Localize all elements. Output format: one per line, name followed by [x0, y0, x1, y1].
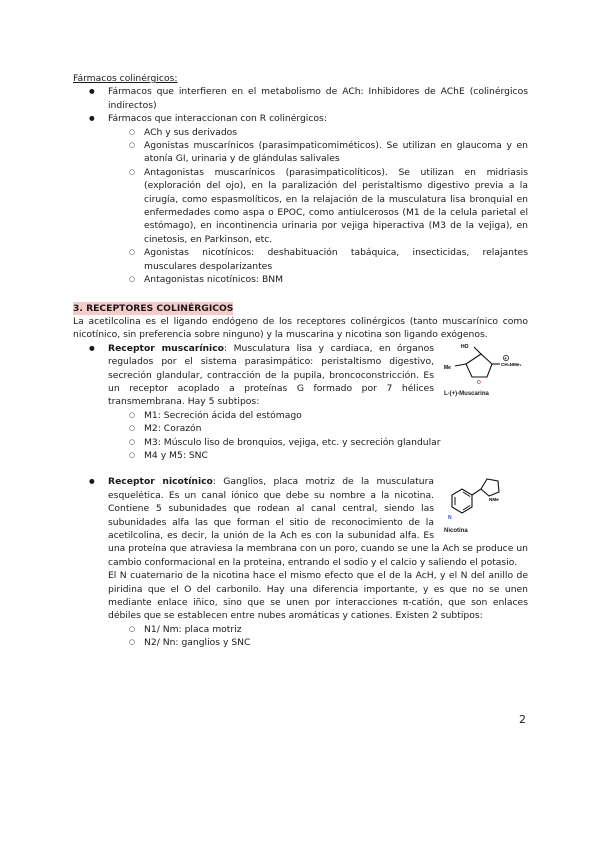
pyridine-n-label: ● N [448, 515, 452, 522]
sublist-item: ○ Antagonistas muscarínicos (parasimpaticolíticos). Se utilizan en midriasis (exploración del ojo), en la paralización del peristaltismo digestivo previa a la cirugía, como espasmolíticos, en la relajación de la musculatura lisa bronquial en enfermedades como aspa o EPOC, como antiulcerosos (M1 de la celula parietal el estómago), en incontinencia urinaria por vejiga hiperactiva (M3 de la vejiga), en cinetosis, en Parkinson, etc. [108, 166, 528, 246]
list-item-text: Fármacos que interaccionan con R colinérgicos: [108, 113, 327, 125]
farmacos-sublist [108, 126, 528, 287]
nicotinic-paragraph: El N cuaternario de la nicotina hace el mismo efecto que el de la AcH, y el N del anillo de piridina que el O del carbonilo. Hay una diferencia importante, y es que no se unen mediante enlace iñico, sino que se unen por interacciones π-catión, que son enlaces débiles que se establecen entre nubes aromáticas y cationes. Existen 2 subtipos: [108, 570, 528, 622]
nicotine-caption: Nicotina [444, 528, 468, 535]
receptores-list-2 [73, 475, 528, 649]
side-chain-label: CH₂NMe₃ [501, 361, 522, 367]
charge-label: + [504, 355, 507, 361]
nicotine-figure [444, 475, 526, 538]
subtype-item: ○ N1/ Nm: placa motriz [108, 623, 528, 636]
sublist-item: ○ ACh y sus derivados [108, 126, 528, 139]
receptores-intro: La acetilcolina es el ligando endógeno de los receptores colinérgicos (tanto muscarínico como nicotínico, sin preferencia sobre ninguno) y la muscarina y nicotina son ligando exógenos. [73, 315, 528, 341]
page-number: 2 [519, 713, 526, 726]
muscarine-caption: L-(+)-Muscarina [444, 390, 489, 397]
subtype-item: ○ M4 y M5: SNC [108, 449, 528, 462]
farmacos-list [73, 85, 528, 286]
methyl-label: Me [444, 364, 451, 371]
nicotinic-subtypes [108, 623, 528, 650]
sublist-item: ○ Agonistas nicotínicos: deshabituación tabáquica, insecticidas, relajantes musculares despolarizantes [108, 246, 528, 273]
sublist-item: ○ Agonistas muscarínicos (parasimpaticomiméticos). Se utilizan en glaucoma y en atonía GI, urinaria y de glándulas salivales [108, 139, 528, 166]
muscarinic-subtypes [108, 409, 528, 463]
muscarine-structure [444, 342, 526, 388]
subtype-item: ○ M1: Secreción ácida del estómago [108, 409, 528, 422]
farmacos-title: Fármacos colinérgicos: [73, 73, 178, 84]
nicotinic-item [73, 475, 528, 649]
spacer [73, 462, 528, 475]
pyrrolidine-n-label: NMe [489, 497, 499, 503]
subtype-item: ○ M3: Músculo liso de bronquios, vejiga, etc. y secreción glandular [108, 436, 528, 449]
muscarinic-term: Receptor muscarínico [108, 342, 224, 354]
sublist-item: ○ Antagonistas nicotínicos: BNM [108, 273, 528, 286]
hydroxyl-label: ● HO [461, 343, 469, 350]
nicotinic-description: : Ganglios, placa motriz de la musculatura esquelética. Es un canal iónico que debe su nombre a la nicotina. Contiene 5 subunidades que rodean al canal central, siendo las subunidades alfa las que forman el sitio de reconocimiento de la acetilcolina, es decir, la unión de la Ach es con la subunidad alfa. Es una proteína que atraviesa la membrana con un poro, cuando se une la Ach se produce un cambio conformacional en la proteina, entrando el sodio y el calcio y saliendo el potasio. [108, 476, 528, 568]
list-item: ● Fármacos que interfieren en el metabolismo de ACh: Inhibidores de AChE (colinérgicos indirectos) [73, 85, 528, 112]
muscarine-figure [444, 342, 526, 401]
list-item [73, 112, 528, 286]
page-content [73, 72, 528, 650]
subtype-item: ○ N2/ Nn: ganglios y SNC [108, 636, 528, 649]
muscarinic-description: : Musculatura lisa y cardiaca, en órganos regulados por el sistema parasimpático: peristaltismo digestivo, secreción glandular, contracción de la pupila, broncoconstricción. Es un receptor acoplado a proteínas G formado por 7 hélices transmembrana. Hay 5 subtipos: [108, 342, 434, 408]
section-heading: 3. RECEPTORES COLINÉRGICOS [73, 302, 234, 314]
nicotinic-term: Receptor nicotínico [108, 476, 213, 488]
nicotine-structure [444, 475, 526, 525]
subtype-item: ○ M2: Corazón [108, 422, 528, 435]
ring-oxygen-label: O [477, 379, 481, 386]
receptores-list [73, 342, 528, 463]
muscarinic-item [73, 342, 528, 463]
